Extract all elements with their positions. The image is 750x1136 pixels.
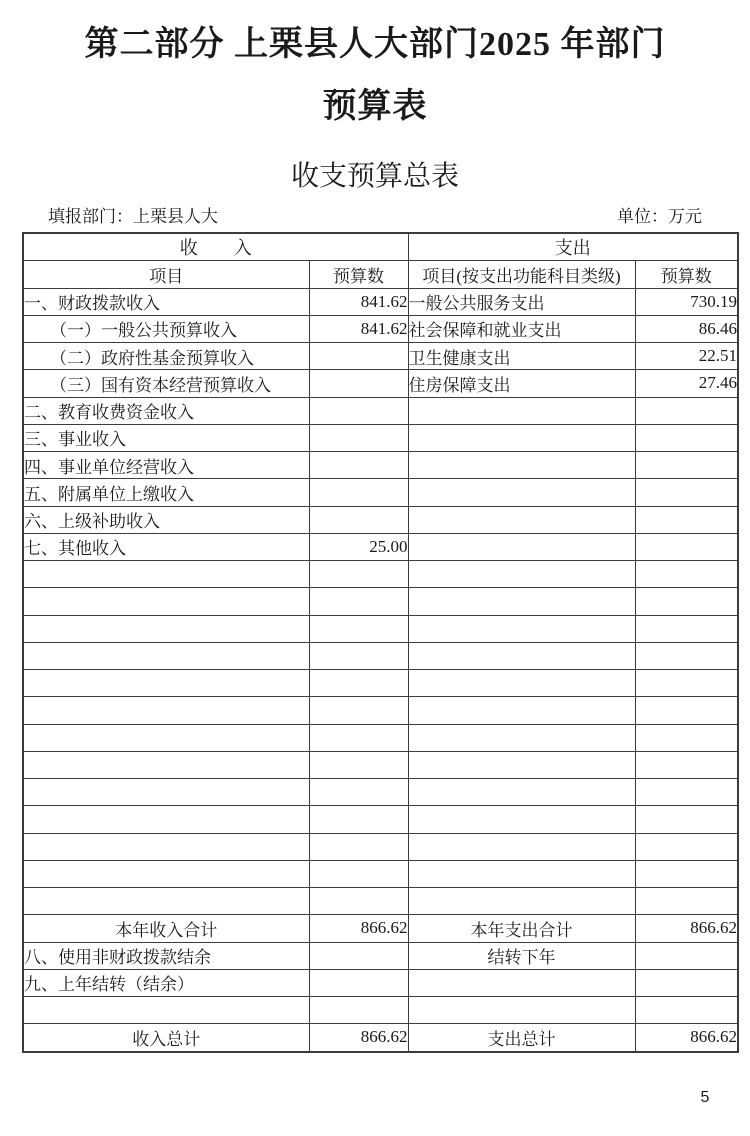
income-amount-cell [309,860,408,887]
expense-item-cell [408,751,635,778]
expense-amount-cell: 866.62 [635,915,738,942]
table-row [23,343,738,370]
income-amount-cell [309,751,408,778]
income-budget-column-header: 预算数 [309,261,408,288]
table-row [23,969,738,996]
expense-amount-cell [635,452,738,479]
expense-budget-column-header: 预算数 [635,261,738,288]
table-row [23,997,738,1024]
expense-amount-cell [635,888,738,915]
table-row [23,1024,738,1052]
expense-amount-cell [635,942,738,969]
income-item-cell: 本年收入合计 [23,915,309,942]
expense-item-cell [408,588,635,615]
expense-item-cell: 一般公共服务支出 [408,288,635,315]
income-amount-cell: 841.62 [309,288,408,315]
expense-item-cell [408,833,635,860]
table-row [23,724,738,751]
expense-item-cell [408,615,635,642]
expense-amount-cell: 22.51 [635,343,738,370]
income-item-cell [23,888,309,915]
table-row [23,506,738,533]
expense-amount-cell: 730.19 [635,288,738,315]
income-amount-cell [309,969,408,996]
income-item-cell: 二、教育收费资金收入 [23,397,309,424]
income-amount-cell [309,642,408,669]
table-row [23,833,738,860]
income-item-cell [23,642,309,669]
expense-item-cell [408,479,635,506]
income-item-cell [23,724,309,751]
expense-amount-cell [635,561,738,588]
income-item-cell [23,670,309,697]
table-row [23,533,738,560]
income-item-cell: 六、上级补助收入 [23,506,309,533]
income-item-cell: 八、使用非财政拨款结余 [23,942,309,969]
table-row [23,670,738,697]
meta-row [48,206,702,228]
group-header-row [23,233,738,261]
reporting-department-label: 填报部门：上栗县人大 [48,207,218,226]
expense-item-cell [408,997,635,1024]
income-item-cell: 三、事业收入 [23,424,309,451]
expense-item-cell [408,860,635,887]
table-row [23,452,738,479]
expense-amount-cell [635,997,738,1024]
expense-item-cell: 住房保障支出 [408,370,635,397]
income-amount-cell: 866.62 [309,1024,408,1052]
table-body [23,288,738,1052]
table-row [23,615,738,642]
income-amount-cell [309,370,408,397]
income-item-cell: （一）一般公共预算收入 [23,315,309,342]
expense-item-cell [408,724,635,751]
expense-item-cell: 卫生健康支出 [408,343,635,370]
expense-amount-cell [635,751,738,778]
expense-item-cell [408,506,635,533]
income-item-cell [23,561,309,588]
expense-amount-cell [635,479,738,506]
income-group-header: 收 入 [23,233,408,261]
income-item-cell [23,588,309,615]
expense-item-cell [408,397,635,424]
income-amount-cell [309,424,408,451]
income-item-cell [23,615,309,642]
income-amount-cell [309,997,408,1024]
table-row [23,370,738,397]
income-amount-cell [309,479,408,506]
income-amount-cell: 866.62 [309,915,408,942]
income-item-cell: 四、事业单位经营收入 [23,452,309,479]
income-amount-cell: 25.00 [309,533,408,560]
expense-item-cell [408,533,635,560]
expense-item-cell [408,561,635,588]
income-item-cell: 一、财政拨款收入 [23,288,309,315]
income-item-cell [23,997,309,1024]
expense-amount-cell [635,833,738,860]
expense-item-cell [408,779,635,806]
income-item-cell: 五、附属单位上缴收入 [23,479,309,506]
page-number: 5 [700,1089,710,1106]
table-row [23,479,738,506]
expense-item-column-header: 项目(按支出功能科目类级) [408,261,635,288]
expense-item-cell [408,969,635,996]
expense-item-cell: 社会保障和就业支出 [408,315,635,342]
expense-amount-cell [635,860,738,887]
income-amount-cell [309,724,408,751]
expense-item-cell [408,452,635,479]
table-row [23,397,738,424]
table-row [23,888,738,915]
income-item-cell: 九、上年结转（结余） [23,969,309,996]
expense-amount-cell [635,506,738,533]
income-item-cell: 收入总计 [23,1024,309,1052]
expense-item-cell [408,670,635,697]
expense-item-cell: 结转下年 [408,942,635,969]
expense-item-cell [408,888,635,915]
expense-amount-cell [635,397,738,424]
table-row [23,860,738,887]
table-row [23,588,738,615]
expense-amount-cell [635,642,738,669]
income-amount-cell [309,806,408,833]
expense-amount-cell [635,424,738,451]
income-item-cell: （三）国有资本经营预算收入 [23,370,309,397]
income-amount-cell [309,779,408,806]
income-amount-cell [309,942,408,969]
table-row [23,751,738,778]
income-item-cell [23,860,309,887]
expense-amount-cell: 86.46 [635,315,738,342]
document-title [0,14,750,138]
expense-amount-cell [635,969,738,996]
income-item-cell [23,806,309,833]
budget-summary-table [22,232,739,1053]
expense-amount-cell [635,615,738,642]
income-amount-cell [309,561,408,588]
table-row [23,424,738,451]
column-header-row [23,261,738,288]
income-amount-cell [309,452,408,479]
expense-amount-cell [635,588,738,615]
expense-group-header: 支出 [408,233,738,261]
expense-item-cell [408,806,635,833]
income-item-cell [23,779,309,806]
table-row [23,315,738,342]
income-amount-cell [309,343,408,370]
table-title: 收支预算总表 [290,161,459,192]
income-item-cell [23,697,309,724]
expense-item-cell: 支出总计 [408,1024,635,1052]
document-title-line1: 第二部分 上栗县人大部门2025 年部门 [84,26,666,63]
expense-amount-cell [635,806,738,833]
income-amount-cell [309,588,408,615]
expense-item-cell: 本年支出合计 [408,915,635,942]
table-row [23,942,738,969]
expense-item-cell [408,424,635,451]
table-row [23,561,738,588]
income-amount-cell [309,670,408,697]
table-row [23,779,738,806]
income-amount-cell: 841.62 [309,315,408,342]
table-row [23,697,738,724]
unit-label: 单位：万元 [617,207,702,226]
income-item-cell [23,751,309,778]
expense-amount-cell [635,533,738,560]
income-item-column-header: 项目 [23,261,309,288]
expense-amount-cell [635,779,738,806]
expense-amount-cell [635,724,738,751]
income-amount-cell [309,888,408,915]
expense-amount-cell: 866.62 [635,1024,738,1052]
expense-item-cell [408,642,635,669]
income-item-cell [23,833,309,860]
expense-item-cell [408,697,635,724]
income-amount-cell [309,397,408,424]
table-row [23,915,738,942]
income-amount-cell [309,697,408,724]
table-row [23,642,738,669]
table-row [23,288,738,315]
income-amount-cell [309,615,408,642]
income-amount-cell [309,506,408,533]
income-item-cell: 七、其他收入 [23,533,309,560]
document-title-line2: 预算表 [322,88,428,125]
table-row [23,806,738,833]
income-amount-cell [309,833,408,860]
income-item-cell: （二）政府性基金预算收入 [23,343,309,370]
expense-amount-cell [635,670,738,697]
expense-amount-cell: 27.46 [635,370,738,397]
expense-amount-cell [635,697,738,724]
